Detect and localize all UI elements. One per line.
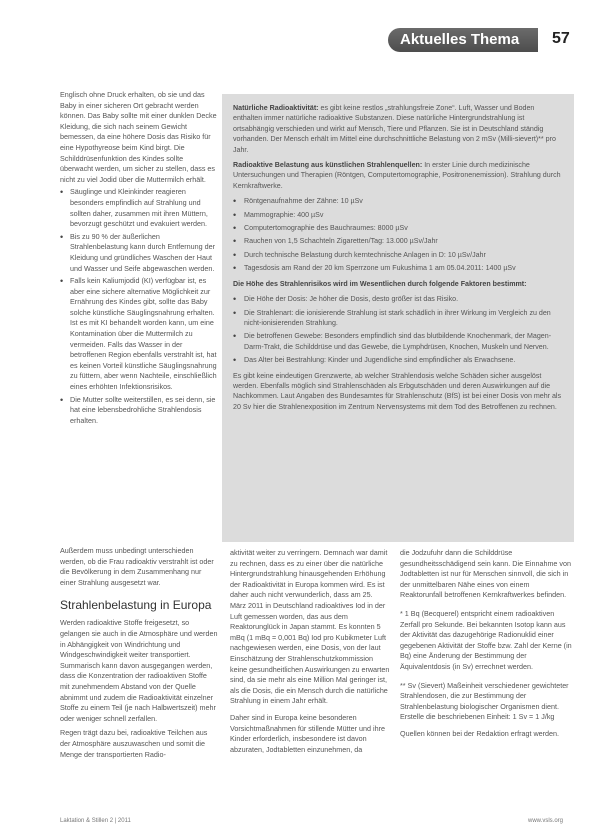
list-item: • Rauchen von 1,5 Schachteln Zigaretten/Tag: 13.000 µSv/Jahr [233,236,563,246]
list-item: • Das Alter bei Bestrahlung: Kinder und Jugendliche sind empfindlicher als Erwachsene. [233,355,563,365]
footnote-sievert: ** Sv (Sievert) Maßeinheit verschiedener gewichteter Strahlendosen, die zur Bestimmung der Strahlenbelastung biologischer Organismen dient. Erstelle die beschriebenen Einheit: 1 Sv = 1 J/kg [400,680,569,722]
list-item: • Durch technische Belastung durch kerntechnische Anlagen in D: 10 µSv/Jahr [233,250,563,260]
list-item: • Die Strahlenart: die ionisierende Strahlung ist stark schädlich in ihrer Wirkung im Vergleich zu den nicht-ionisierenden Strahlung. [233,308,563,329]
page-number: 57 [552,30,570,47]
left-bottom-intro: Außerdem muss unbedingt unterschieden werden, ob die Frau radioaktiv verstrahlt ist oder die Bevölkerung in dem Zusammenhang nur einer Strahlung ausgesetzt war. [60,546,214,587]
dose-list [233,196,563,273]
list-item: • Tagesdosis am Rand der 20 km Sperrzone um Fukushima 1 am 05.04.2011: 1400 µSv [233,263,563,273]
body-paragraph: aktivität weiter zu verringern. Demnach war damit zu rechnen, dass es zu einer über die natürliche Hintergrundstrahlung hinausgehenden Erhöhung der Radioaktivität in Europa kommen wird. Es ist daher auch nicht verwunderlich, dass am 25. März 2011 in Deutschland radioaktives Iod in der Luft gemessen worden, das aus dem Reaktorunglück in Japan stammt. Es konnten 5 mBq (1 mBq = 0,001 Bq) Iod pro Kubikmeter Luft nachgewiesen werden, eine Dosis, von der laut Einschätzung der Strahlenschutzkommission keine gesundheitlichen Auswirkungen zu erwarten sind, da sie mehr als eine Million Mal geringer ist, als die Dosis, die ein Mensch durch die natürliche Strahlung in einem Jahr erhält. [230,548,390,706]
footer-website: www.vsls.org [528,818,564,824]
infobox-text: In erster Linie durch medizinische Untersuchungen und Therapien (Röntgen, Computertomographie, Positronenemission). Strahlung durch Kernkraftwerke. [233,161,561,190]
body-paragraph: Werden radioaktive Stoffe freigesetzt, so gelangen sie auch in die Atmosphäre und werden in Abhängigkeit von Windrichtung und Windgeschwindigkeit weiter transportiert. Summarisch kann davon ausgegangen werden, dass die Konzentration der radioaktiven Stoffe mit zunehmendem Abstand von der Quelle abnimmt und zudem die Radioaktivität einzelner Stoffe zu einem Teil (je nach Halbwertszeit) mehr oder weniger schnell zerfallen. [60,618,218,723]
left-column-top [60,90,218,428]
list-item: • Säuglinge und Kleinkinder reagieren besonders empfindlich auf Strahlung und sollten daher, zusammen mit ihren Müttern, bevorzugt geschützt und evakuiert werden. [60,187,218,229]
sources-note: Quellen können bei der Redaktion erfragt werden. [400,728,560,738]
list-item: • Die Mutter sollte weiterstillen, es sei denn, sie hat eine lebensbedrohliche Strahlendosis erhalten. [60,395,218,427]
infobox-text: es gibt keine restlos „strahlungsfreie Zone“. Luft, Wasser und Boden enthalten immer natürliche radioaktive Substanzen. Diese natürliche Hintergrundstrahlung ist ortsabhängig verschieden und wirkt auf Mensch, Tiere und Pflanzen. Sie ist in Deutschland ständig vorhanden. Der Mensch erhält im Mittel eine durchschnittliche Belastung von 2 mSv (Milli-sievert)** pro Jahr. [233,104,556,154]
left-bullet-list [60,187,218,426]
left-column-bottom [60,546,218,764]
left-intro-paragraph: Englisch ohne Druck erhalten, ob sie und das Baby in einer sicheren Ort gebracht werden können. Das Baby sollte mit einer dunklen Decke Kleidung, die sich nach seinem Gewicht bemessen, da eine höhere Dosis das Risiko für eine Hypothyreose beim Kind birgt. Die Schilddrüsenfunktion des Kindes sollte überwacht werden, um sicher zu stellen, dass es nicht zu viel Jodid über die Muttermilch erhält. [60,90,217,184]
infobox-lead: Radioaktive Belastung aus künstlichen Strahlenquellen: [233,161,423,170]
body-paragraph: Daher sind in Europa keine besonderen Vorsichtmaßnahmen für stillende Mütter und ihre Kinder erforderlich, insbesondere ist davon abzuraten, Jodtabletten einzunehmen, da [230,712,386,754]
infobox-paragraph-artificial [233,160,563,191]
list-item: • Falls kein Kaliumjodid (KI) verfügbar ist, es aber eine sichere alternative Möglichkeit zur Ernährung des Kindes gibt, sollte das Baby solche künstliche Säuglingsnahrung erhalten. Ist es mit KI behandelt worden kann, um eine Kontamination über die Muttermilch zu vermeiden. Falls das Wasser in der betroffenen Region ebenfalls verstrahlt ist, hat es keinen Vorteil künstliche Säuglingsnahrung zu füttern, aber wenn Nachteile, einschließlich eines erhöhten Infektionsrisikos. [60,276,218,393]
footer-publication: Laktation & Stillen 2 | 2011 [60,818,131,824]
risk-factor-list [233,294,563,365]
list-item: • Röntgenaufnahme der Zähne: 10 µSv [233,196,563,206]
infobox-paragraph-natural [233,103,563,155]
list-item: • Mammographie: 400 µSv [233,210,563,220]
section-title: Strahlenbelastung in Europa [60,598,212,613]
list-item: • Bis zu 90 % der äußerlichen Strahlenbelastung kann durch Entfernung der Kleidung und gründliches Waschen der Haut und Wasser und Seife abgewaschen werden. [60,232,218,274]
middle-column [230,548,390,761]
infobox-lead: Natürliche Radioaktivität: [233,104,319,112]
list-item: • Die betroffenen Gewebe: Besonders empfindlich sind das blutbildende Knochenmark, der Magen-Darm-Trakt, die Schilddrüse und das Gewebe, die Lymphdrüsen, Knochen, Muskeln und Nerven. [233,331,563,352]
infobox-risk-heading: Die Höhe des Strahlenrisikos wird im Wesentlichen durch folgende Faktoren bestimmt: [233,279,527,288]
right-column [400,548,572,746]
footnote-becquerel: * 1 Bq (Becquerel) entspricht einem radioaktiven Zerfall pro Sekunde. Bei bekannten Isotop kann aus der Aktivität das dazugehörige Radionuklid einer gegebenen Aktivität der Stoffe bzw. Zahl der Kerne (in Bq) eine Änderung der Bestimmung der Äquivalentdosis (in Sv) errechnet werden. [400,608,572,671]
body-paragraph: Regen trägt dazu bei, radioaktive Teilchen aus der Atmosphäre auszuwaschen und somit die Menge der transportierten Radio- [60,728,208,759]
body-paragraph: die Jodzufuhr dann die Schilddrüse gesundheitsschädigend sein kann. Die Einnahme von Jodtabletten ist nur für Menschen sinnvoll, die sich in der unmittelbaren Nähe eines von einem Reaktorunfall betroffenen Kernkraftwerkes befinden. [400,548,572,600]
info-box [222,94,574,542]
section-tab: Aktuelles Thema [388,28,538,52]
infobox-closing-paragraph: Es gibt keine eindeutigen Grenzwerte, ab welcher Strahlendosis welche Schäden sicher ausgelöst werden. Ebenfalls möglich sind Strahlenschäden als Erbgutschäden und deren Auswirkungen auf die Nachkommen. Laut Angaben des Bundesamtes für Strahlenschutz (BfS) ist bei einer Dosis von mehr als 20 Sv hier die Strahlenexposition im Zentrum Nervensystems mit dem Tod des Betroffenen zu rechnen. [233,371,562,411]
list-item: • Die Höhe der Dosis: Je höher die Dosis, desto größer ist das Risiko. [233,294,563,304]
list-item: • Computertomographie des Bauchraumes: 8000 µSv [233,223,563,233]
